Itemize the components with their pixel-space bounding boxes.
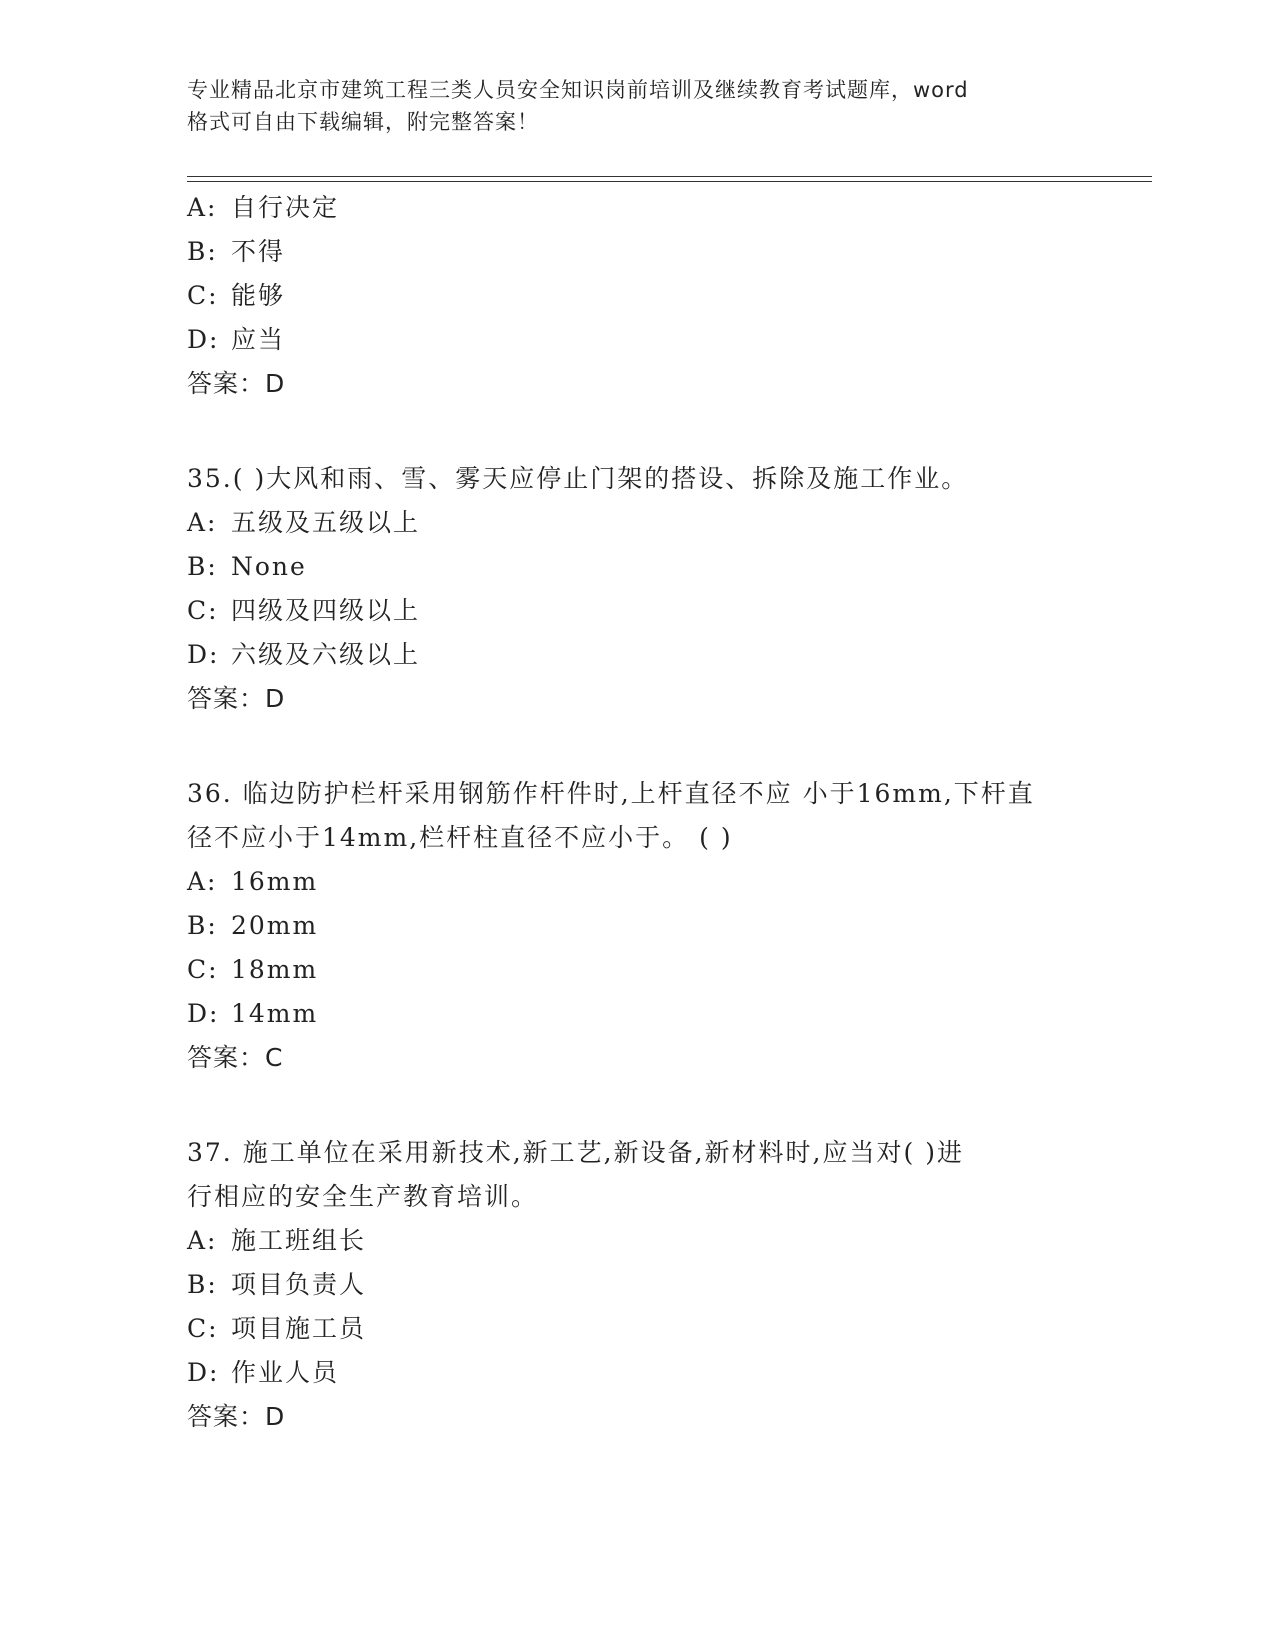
q36-option-a: A: 16mm (187, 867, 319, 896)
q37-stem-line-1: 37. 施工单位在采用新技术,新工艺,新设备,新材料时,应当对( )进 (187, 1138, 964, 1167)
q35-answer: 答案：D (187, 684, 286, 713)
q34-option-d: D: 应当 (187, 325, 286, 354)
q36-stem-line-2: 径不应小于14mm,栏杆柱直径不应小于。 ( ) (187, 823, 733, 852)
header-line-2: 格式可自由下载编辑，附完整答案！ (187, 110, 539, 134)
q36-answer: 答案：C (187, 1043, 284, 1072)
q37-option-d: D: 作业人员 (187, 1358, 340, 1387)
q37-answer: 答案：D (187, 1402, 286, 1431)
q34-option-c: C: 能够 (187, 281, 286, 310)
q35-option-a: A: 五级及五级以上 (187, 508, 421, 537)
document-header (187, 74, 1067, 138)
q35-stem: 35.( )大风和雨、雪、雾天应停止门架的搭设、拆除及施工作业。 (187, 464, 969, 493)
q36-option-d: D: 14mm (187, 999, 319, 1028)
header-rule-bottom (187, 181, 1152, 182)
q37-option-c: C: 项目施工员 (187, 1314, 367, 1343)
q37-option-a: A: 施工班组长 (187, 1226, 367, 1255)
q34-answer: 答案：D (187, 369, 286, 398)
q35-option-c: C: 四级及四级以上 (187, 596, 421, 625)
q34-option-a: A: 自行决定 (187, 193, 340, 222)
q36-option-b: B: 20mm (187, 911, 319, 940)
q37-stem-line-2: 行相应的安全生产教育培训。 (187, 1182, 539, 1211)
header-line-1: 专业精品北京市建筑工程三类人员安全知识岗前培训及继续教育考试题库，word (187, 78, 969, 102)
q34-option-b: B: 不得 (187, 237, 286, 266)
q36-option-c: C: 18mm (187, 955, 319, 984)
q37-option-b: B: 项目负责人 (187, 1270, 367, 1299)
header-rule-top (187, 176, 1152, 177)
q36-stem-line-1: 36. 临边防护栏杆采用钢筋作杆件时,上杆直径不应 小于16mm,下杆直 (187, 779, 1035, 808)
q35-option-b: B: None (187, 552, 307, 581)
q35-option-d: D: 六级及六级以上 (187, 640, 421, 669)
